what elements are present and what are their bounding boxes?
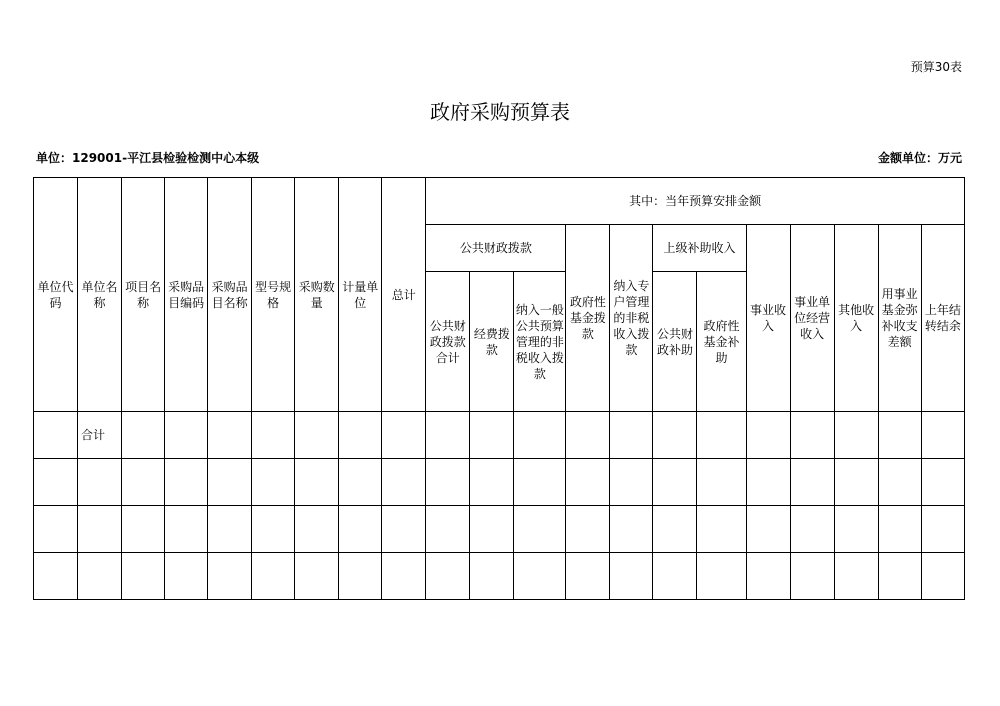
header-upper-fund-subsidy: 政府性基金补助 xyxy=(697,272,746,412)
header-project-name: 项目名称 xyxy=(122,178,165,412)
header-gov-fund-allocation: 政府性基金拨款 xyxy=(566,225,610,412)
table-row xyxy=(34,553,965,600)
header-grand-total: 总计 xyxy=(382,178,426,412)
total-row-label: 合计 xyxy=(78,412,122,459)
header-measure-unit: 计量单位 xyxy=(339,178,382,412)
procurement-budget-table xyxy=(33,177,965,600)
header-unit-code: 单位代码 xyxy=(34,178,78,412)
header-fund-cover-deficit: 用事业基金弥补收支差额 xyxy=(878,225,921,412)
header-business-income: 事业收入 xyxy=(746,225,790,412)
unit-name-label: 单位：129001-平江县检验检测中心本级 xyxy=(36,151,260,165)
header-other-income: 其他收入 xyxy=(834,225,878,412)
header-item-code: 采购品目编码 xyxy=(165,178,208,412)
header-public-finance-group: 公共财政拨款 xyxy=(426,225,566,272)
header-item-name: 采购品目名称 xyxy=(208,178,252,412)
amount-unit-label: 金额单位：万元 xyxy=(877,151,962,165)
page-title: 政府采购预算表 xyxy=(430,100,570,124)
header-prior-year-carryover: 上年结转结余 xyxy=(921,225,964,412)
header-special-nontax: 纳入专户管理的非税收入拨款 xyxy=(610,225,653,412)
header-business-operating-income: 事业单位经营收入 xyxy=(790,225,834,412)
header-public-finance-total: 公共财政拨款合计 xyxy=(426,272,470,412)
header-quantity: 采购数量 xyxy=(295,178,339,412)
table-row xyxy=(34,459,965,506)
header-general-nontax: 纳入一般公共预算管理的非税收入拨款 xyxy=(514,272,566,412)
form-number-label: 预算30表 xyxy=(910,60,962,74)
table-row xyxy=(34,506,965,553)
header-model-spec: 型号规格 xyxy=(252,178,295,412)
header-current-year-budget: 其中：当年预算安排金额 xyxy=(426,178,965,225)
header-upper-public-subsidy: 公共财政补助 xyxy=(653,272,697,412)
header-unit-name: 单位名称 xyxy=(78,178,122,412)
table-row xyxy=(34,412,965,459)
header-funding-allocation: 经费拨款 xyxy=(470,272,514,412)
header-upper-subsidy-group: 上级补助收入 xyxy=(653,225,746,272)
